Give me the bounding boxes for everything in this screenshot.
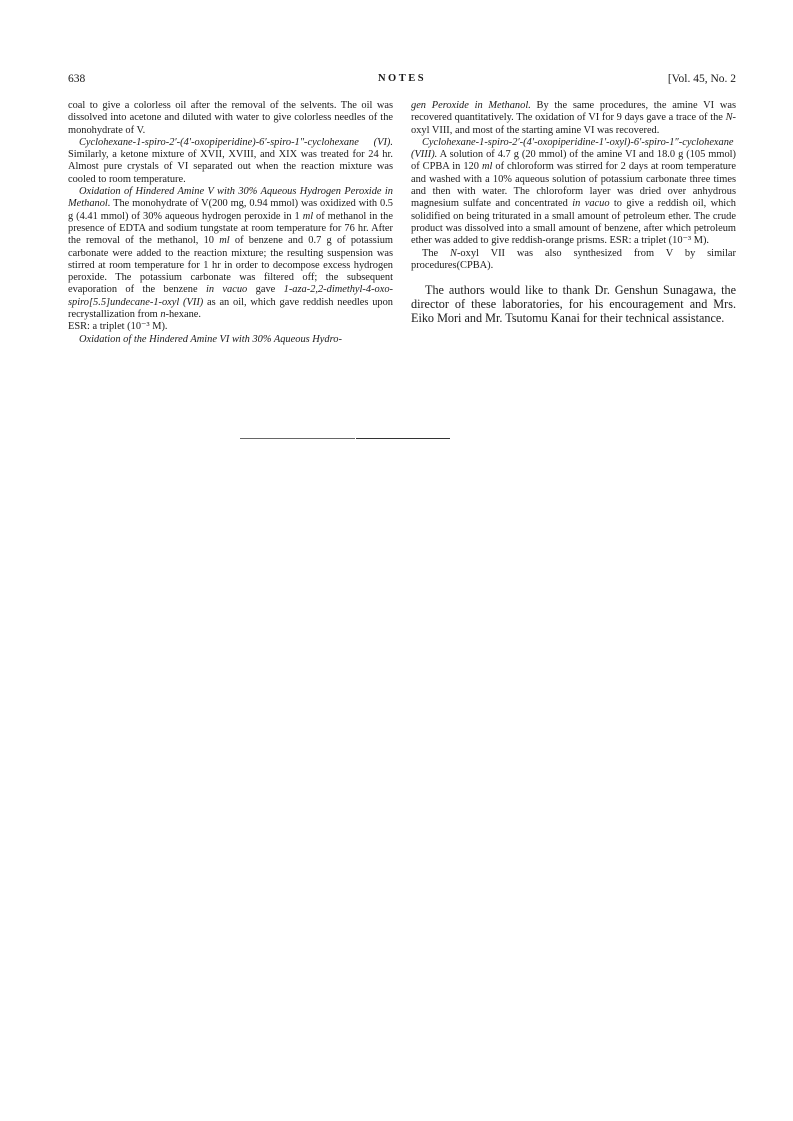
n-prefix: n	[160, 309, 166, 321]
heading-oxidation-v: Oxidation of Hindered Amine V with 30% Aqueous Hydrogen Peroxide in Methanol.	[68, 186, 393, 210]
paragraph-compound-vi	[68, 137, 393, 186]
heading-compound-viii: Cyclohexane-1-spiro-2′-(4′-oxopiperidine-1′-oxyl)-6′-spiro-1″-cyclohexane (VIII).	[411, 136, 734, 161]
in-vacuo: in vacuo	[572, 198, 610, 210]
section-title: NOTES	[377, 73, 427, 84]
paragraph-oxidation-vi-cont	[411, 100, 736, 137]
page-number: 638	[68, 73, 86, 85]
heading-oxidation-vi-cont: gen Peroxide in Methanol.	[411, 100, 531, 111]
body-text: -oxyl VIII, and most of the starting amine VI was recovered.	[411, 112, 736, 136]
paragraph-continued: coal to give a colorless oil after the removal of the selvents. The oil was dissolved into acetone and diluted with water to give colorless needles of the monohydrate of V.	[68, 100, 393, 136]
left-column	[68, 100, 393, 346]
n-prefix: N	[725, 112, 733, 124]
paragraph-n-oxyl-vii	[411, 248, 736, 273]
n-prefix: N	[450, 247, 457, 259]
paragraph-compound-viii	[411, 137, 736, 248]
body-text: The	[422, 247, 451, 259]
heading-oxidation-vi: Oxidation of the Hindered Amine VI with 30% Aqueous Hydro-	[79, 333, 342, 345]
heading-compound-vi: Cyclohexane-1-spiro-2′-(4′-oxopiperidine)-6′-spiro-1″-cyclohexane (VI).	[79, 136, 393, 148]
right-column	[411, 100, 736, 325]
compound-vii-name: 1-aza-2,2-dimethyl-4-oxo-spiro[5.5]undecane-1-oxyl (VII)	[68, 284, 393, 308]
body-text: A solution of 4.7 g (20 mmol) of the amine VI and 18.0 g (105 mmol) of CPBA in 120	[411, 149, 736, 173]
paragraph-oxidation-v	[68, 186, 393, 321]
volume-issue: [Vol. 45, No. 2	[667, 73, 736, 85]
body-text: The monohydrate of V(200 mg, 0.94 mmol) was oxidized with 0.5 g (4.41 mmol) of 30% aqueous hydrogen peroxide in 1	[68, 198, 393, 222]
body-text: -oxyl VII was also synthesized from V by similar procedures(CPBA).	[411, 247, 736, 271]
body-text: Similarly, a ketone mixture of XVII, XVIII, and XIX was treated for 24 hr. Almost pure crystals of VI separated out when the reaction mixture was cooled to room temperature.	[68, 149, 393, 185]
body-text: of benzene and 0.7 g of potassium carbonate were added to the reaction mixture; the resulting suspension was stirred at room temperature for 1 hr in order to decompose excess hydrogen peroxide. The potassium carbonate was filtered off; the subsequent evaporation of the benzene	[68, 235, 394, 296]
body-text: of methanol in the presence of EDTA and sodium tungstate at room temperature for 76 hr. After the removal of the methanol, 10	[68, 210, 393, 247]
unit-ml: ml	[302, 210, 314, 222]
body-text: By the same procedures, the amine VI was recovered quantitatively. The oxidation of VI for 9 days gave a trace of the	[411, 100, 736, 124]
body-text: gave	[247, 284, 284, 296]
body-text: to give a reddish oil, which solidified on being triturated in a small amount of petroleum ether. The crude product was dissolved into a small amount of benzene, after which petroleum ether was added to give reddish-orange prisms. ESR: a triplet (10⁻³ M).	[411, 198, 736, 247]
body-text: of chloroform was stirred for 2 days at room temperature and washed with a 10% aqueous solution of potassium carbonate three times and then with water. The chloroform layer was dried over anhydrous magnesium sulfate and concentrated	[411, 161, 736, 210]
in-vacuo: in vacuo	[205, 284, 248, 296]
body-text: as an oil, which gave reddish needles upon recrystallization from	[68, 296, 393, 321]
end-rule-thin	[240, 438, 355, 439]
unit-ml: ml	[481, 161, 493, 173]
end-rule-thick	[356, 438, 450, 439]
body-text: -hexane.	[165, 309, 202, 321]
running-header	[68, 73, 736, 89]
acknowledgement: The authors would like to thank Dr. Genshun Sunagawa, the director of these laboratories, for his encouragement and Mrs. Eiko Mori and Mr. Tsutomu Kanai for their technical assistance.	[411, 283, 736, 326]
esr-result: ESR: a triplet (10⁻³ M).	[68, 321, 168, 333]
unit-ml: ml	[219, 235, 230, 247]
